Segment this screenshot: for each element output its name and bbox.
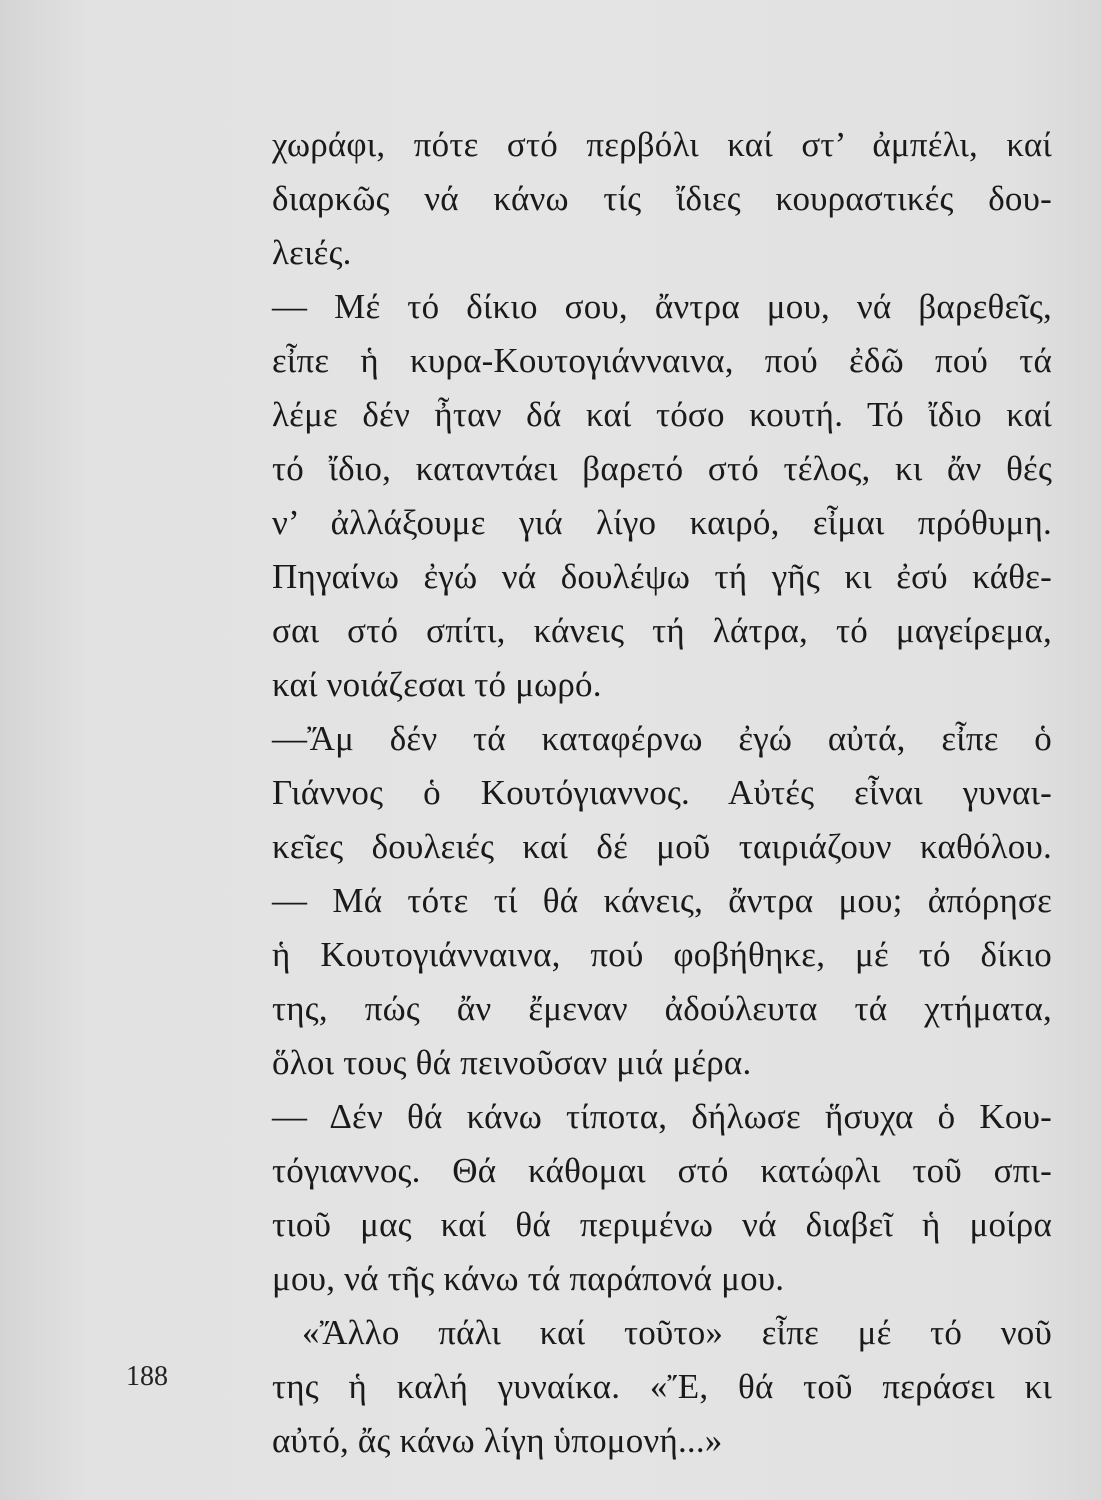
text-line: Γιάννος ὁ Κουτόγιαννος. Αὐτές εἶναι γυναι-	[272, 773, 1052, 812]
text-line: ν’ ἀλλάξουμε γιά λίγο καιρό, εἶμαι πρόθυμη.	[272, 503, 1052, 542]
text-line: λέμε δέν ἦταν δά καί τόσο κουτή. Τό ἴδιο καί	[272, 395, 1052, 434]
page-number: 188	[126, 1361, 168, 1392]
text-line: τό ἴδιο, καταντάει βαρετό στό τέλος, κι ἄν θές	[272, 449, 1052, 488]
text-line: καί νοιάζεσαι τό μωρό.	[272, 665, 602, 704]
text-line: — Μέ τό δίκιο σου, ἄντρα μου, νά βαρεθεῖς,	[272, 287, 1052, 326]
text-line: της, πώς ἄν ἔμεναν ἀδούλευτα τά χτήματα,	[272, 989, 1052, 1028]
text-line: — Μά τότε τί θά κάνεις, ἄντρα μου; ἀπόρησε	[272, 881, 1052, 920]
text-line: κεῖες δουλειές καί δέ μοῦ ταιριάζουν καθόλου.	[272, 827, 1052, 866]
text-line: Πηγαίνω ἐγώ νά δουλέψω τή γῆς κι ἐσύ κάθε-	[272, 557, 1052, 596]
text-line: ἡ Κουτογιάνναινα, πού φοβήθηκε, μέ τό δίκιο	[272, 935, 1052, 974]
text-line: «Ἄλλο πάλι καί τοῦτο» εἶπε μέ τό νοῦ	[302, 1313, 1052, 1352]
text-line: διαρκῶς νά κάνω τίς ἴδιες κουραστικές δου-	[272, 179, 1052, 218]
text-line: ὅλοι τους θά πεινοῦσαν μιά μέρα.	[272, 1043, 752, 1082]
text-line: —Ἄμ δέν τά καταφέρνω ἐγώ αὐτά, εἶπε ὁ	[272, 719, 1052, 758]
body-text	[272, 118, 1052, 1468]
text-line: εἶπε ἡ κυρα-Κουτογιάνναινα, πού ἐδῶ πού τά	[272, 341, 1052, 380]
text-line: χωράφι, πότε στό περβόλι καί στ’ ἀμπέλι, καί	[272, 125, 1052, 164]
text-line: σαι στό σπίτι, κάνεις τή λάτρα, τό μαγείρεμα,	[272, 611, 1052, 650]
text-line: της ἡ καλή γυναίκα. «Ἔ, θά τοῦ περάσει κι	[272, 1367, 1052, 1406]
text-line: λειές.	[272, 233, 352, 272]
text-line: τιοῦ μας καί θά περιμένω νά διαβεῖ ἡ μοίρα	[272, 1205, 1052, 1244]
text-line: αὐτό, ἄς κάνω λίγη ὑπομονή...»	[272, 1421, 723, 1460]
text-line: μου, νά τῆς κάνω τά παράπονά μου.	[272, 1259, 785, 1298]
text-line: — Δέν θά κάνω τίποτα, δήλωσε ἥσυχα ὁ Κου-	[272, 1097, 1052, 1136]
text-line: τόγιαννος. Θά κάθομαι στό κατώφλι τοῦ σπι-	[272, 1151, 1052, 1190]
